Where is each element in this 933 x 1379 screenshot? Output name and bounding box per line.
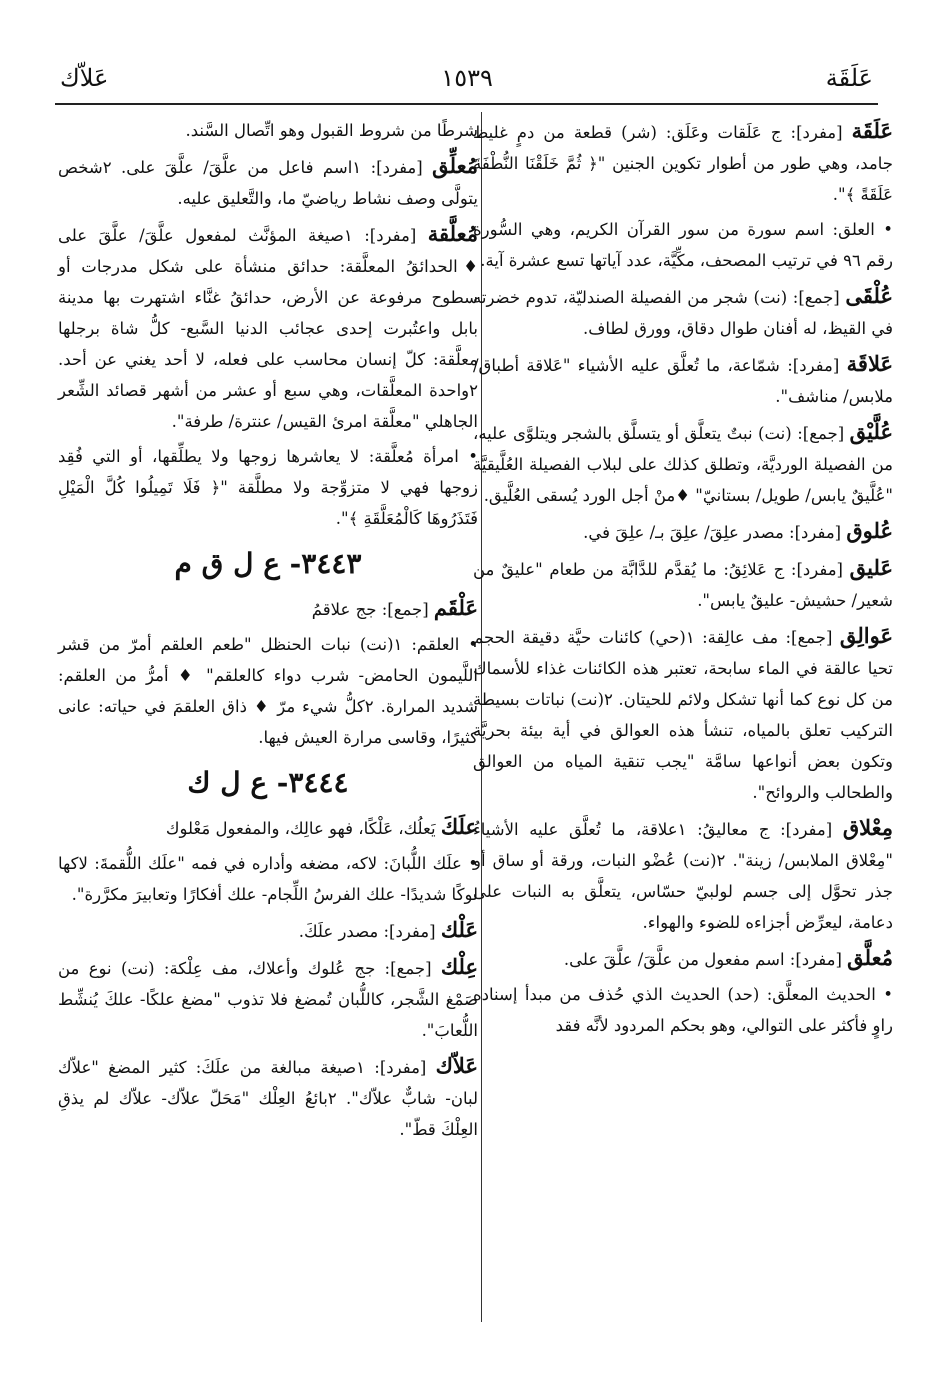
- entry-headword: مُعلَّق: [847, 945, 893, 970]
- dictionary-entry: [58, 441, 478, 534]
- entry-text: [مفرد]: مصدر علَكَ.: [298, 922, 436, 941]
- entry-text: [جمع]: (نت) شجر من الفصيلة الصندليّة، تدوم خضرته في القيظ، له أفنان طوال دقاق، وورق لطاف.: [473, 288, 893, 338]
- dictionary-entry: [473, 280, 893, 344]
- entry-text: • امرأة مُعلَّقة: لا يعاشرها زوجها ولا يطلِّقها، أو التي فُقِد زوجها فهي لا متزوِّجة ولا مطلَّقة "﴿ فَلَا تَمِيلُوا كُلَّ الْمَيْلِ فَتَذَرُوهَا كَالْمُعَلَّقَةِ ﴾".: [58, 447, 478, 528]
- entry-headword: علَكَ: [440, 814, 478, 839]
- entry-headword: عَلْقَم: [433, 595, 478, 620]
- entry-headword: عَلاّك: [435, 1053, 478, 1078]
- header-rule: [55, 103, 878, 105]
- dictionary-entry: [58, 811, 478, 844]
- entry-headword: مُعلَّقة: [427, 221, 478, 246]
- entry-headword: عِلْك: [440, 954, 478, 979]
- dictionary-entry: [473, 416, 893, 511]
- header-left-word: عَلاّك: [60, 64, 109, 92]
- dictionary-entry: [473, 812, 893, 938]
- page-header: [60, 58, 873, 98]
- dictionary-entry: [58, 1050, 478, 1145]
- entry-text: شرطًا من شروط القبول وهو اتِّصال السَّند.: [185, 121, 478, 140]
- entry-text: [مفرد]: مصدر علِقَ/ علِقَ بـ/ علِقَ في.: [583, 523, 842, 542]
- page-number: ١٥٣٩: [441, 64, 493, 92]
- entry-headword: مِعْلاق: [842, 815, 894, 840]
- dictionary-entry: [473, 214, 893, 276]
- dictionary-entry: [58, 592, 478, 625]
- header-right-word: عَلَقَة: [825, 64, 873, 92]
- entry-text: [مفرد]: ج عَلائِقُ: ما يُقدَّم للدَّابَّة من طعام "عليقٌ من شعير/ حشيش- عليقٌ يابس".: [473, 560, 893, 610]
- dictionary-entry: [473, 348, 893, 412]
- dictionary-entry: [473, 552, 893, 616]
- entry-headword: عَلْك: [440, 917, 478, 942]
- entry-text: [مفرد]: ١صيغة المؤنَّث لمفعول علَّقَ/ علَّقَ على ♦الحدائقُ المعلَّقة: حدائق منشأة على شكل مدرجات أو سطوح مرفوعة عن الأرض، حدائقُ غنَّاء اشتهرت بها مدينة بابل واعتُبرت إحدى عجائب الدنيا السَّبع- كلُّ شاة برجلها معلَّقة: كلّ إنسان محاسب على فعله، لا أحد يغني عن أحد. ٢واحدة المعلَّقات، وهي سبع أو عشر من أشهر قصائد الشِّعر الجاهلي "معلَّقة امرئ القيس/ عنترة/ طرفة".: [58, 226, 478, 431]
- entry-text: [جمع]: جج عُلوك وأعلاك، مف عِلْكة: (نت) نوع من صَمْغ الشَّجر، كاللُّبان تُمضغ فلا تذوب "مضغ علكًا- علكَ يُنشِّط اللُّعابَ".: [58, 959, 478, 1040]
- entry-text: • علَك اللُّبانَ: لاكه، مضغه وأداره في فمه "علَك اللُّقمةَ: لاكها لوكًا شديدًا- علك الفرسُ اللِّجام- علك أفكارًا وتعابيرَ مكرَّرة".: [58, 854, 478, 904]
- entry-headword: عَوالِق: [839, 623, 894, 648]
- entry-text: [مفرد]: ج معاليقُ: ١علاقة، ما تُعلَّق عليه الأشياءُ "مِعْلاق الملابس/ زينة". ٢(نت) عُضْو النبات، ورقة أو ساق أو جذر تحوَّل إلى جسم لولبيّ حسّاس، يتعلَّق به النبات على دعامة، ليعرِّض أجزاءه للضوء والهواء.: [473, 820, 893, 932]
- entry-text: [مفرد]: ١اسم فاعل من علَّقَ/ علَّقَ على. ٢شخص يتولَّى وصف نشاط رياضيّ ما، والتَّعليق عليه.: [58, 158, 478, 208]
- dictionary-entry: [58, 629, 478, 753]
- dictionary-entry: [58, 951, 478, 1046]
- entry-text: [مفرد]: ج عَلَقات وعَلَق: (شر) قطعة من دمٍ غليظ جامد، وهي طور من أطوار تكوين الجنين "﴿ ثُمَّ خَلَقْنَا النُّطْفَةَ عَلَقَةً ﴾".: [473, 123, 893, 204]
- right-column: [473, 115, 893, 1045]
- dictionary-entry: [473, 515, 893, 548]
- dictionary-entry: [58, 150, 478, 214]
- dictionary-entry: [58, 848, 478, 910]
- entry-headword: عُلْقَى: [845, 283, 893, 308]
- dictionary-entry: [473, 115, 893, 210]
- entry-headword: مُعلِّق: [432, 153, 478, 178]
- entry-text: [مفرد]: شمّاعة، ما تُعلَّق عليه الأشياء "عَلاقة أطباق/ ملابس/ مناشف".: [473, 356, 893, 406]
- entry-text: • العلق: اسم سورة من سور القرآن الكريم، وهي السُّورة رقم ٩٦ في ترتيب المصحف، مكِّيَّة، عدد آياتها تسع عشرة آية.: [473, 220, 893, 270]
- entry-text: • الحديث المعلَّق: (حد) الحديث الذي حُذف من مبدأ إسناده راوٍ فأكثر على التوالي، وهو بحكم المردود لأنَّه فقد: [473, 985, 893, 1035]
- entry-text: [مفرد]: اسم مفعول من علَّقَ/ علَّقَ على.: [563, 950, 842, 969]
- entry-headword: عَلَقَة: [851, 118, 893, 143]
- entry-headword: عَلاقَة: [846, 351, 893, 376]
- entry-headword: عُلَّيْق: [849, 419, 893, 444]
- entry-text: [جمع]: جج علاقمُ: [311, 600, 429, 619]
- entry-text: • العلقم: ١(نت) نبات الحنظل "طعم العلقم أمرّ من قشر اللَّيمون الحامض- شرب دواء كالعلقم" ♦ أمرُّ من العلقم: شديد المرارة. ٢كلُّ شيء مرّ ♦ ذاق العلقمَ في حياته: عانى كثيرًا، وقاسى مرارة العيش فيها.: [58, 635, 478, 747]
- entry-text: [جمع]: (نت) نبتٌ يتعلَّق أو يتسلَّق بالشجر ويتلوَّى عليه، من الفصيلة الورديَّة، وتطلق كذلك على لبلاب الفصيلة العُلَّيقيَّة "عُلَّيقٌ يابس/ طويل/ بستانيّ" ♦منْ أجل الورد يُسقى العُلَّيق.: [473, 424, 893, 505]
- entry-headword: عُلوق: [846, 518, 893, 543]
- dictionary-entry: [58, 218, 478, 437]
- dictionary-entry: [473, 942, 893, 975]
- root-heading: ٣٤٤٣- ع ل ق م: [174, 547, 362, 580]
- dictionary-entry: [58, 914, 478, 947]
- dictionary-entry: [58, 115, 478, 146]
- dictionary-entry: [473, 620, 893, 808]
- entry-text: [جمع]: مف عالِقة: ١(حي) كائنات حيَّة دقيقة الحجم تحيا عالقة في الماء سابحة، تعتبر هذه الكائنات غذاء للأسماك من كل نوع كما أنها تشكل ولائم للحيتان. ٢(نت) نباتات بسيطة التركيب تعلق بالمياه، تنشأ هذه العوالق في أية بيئة بحريَّة وتكون بعض أنواعها سامَّة "يجب تنقية المياه من العوالق والطحالب والروائح".: [473, 628, 893, 802]
- entry-text: [مفرد]: ١صيغة مبالغة من علَكَ: كثير المضغ "علاّك لبان- شابٌّ علاّك". ٢بائعُ العِلْك "مَحَلّ علاّك- علاّك لم يذقِ العِلْكَ قطّ".: [58, 1058, 478, 1139]
- dictionary-entry: [473, 979, 893, 1041]
- entry-text: يَعلُك، عَلْكًا، فهو عالِك، والمفعول مَعْلوك: [165, 819, 436, 838]
- left-column: [58, 115, 478, 1149]
- entry-headword: عَليق: [849, 555, 893, 580]
- root-heading: ٣٤٤٤- ع ل ك: [187, 766, 349, 799]
